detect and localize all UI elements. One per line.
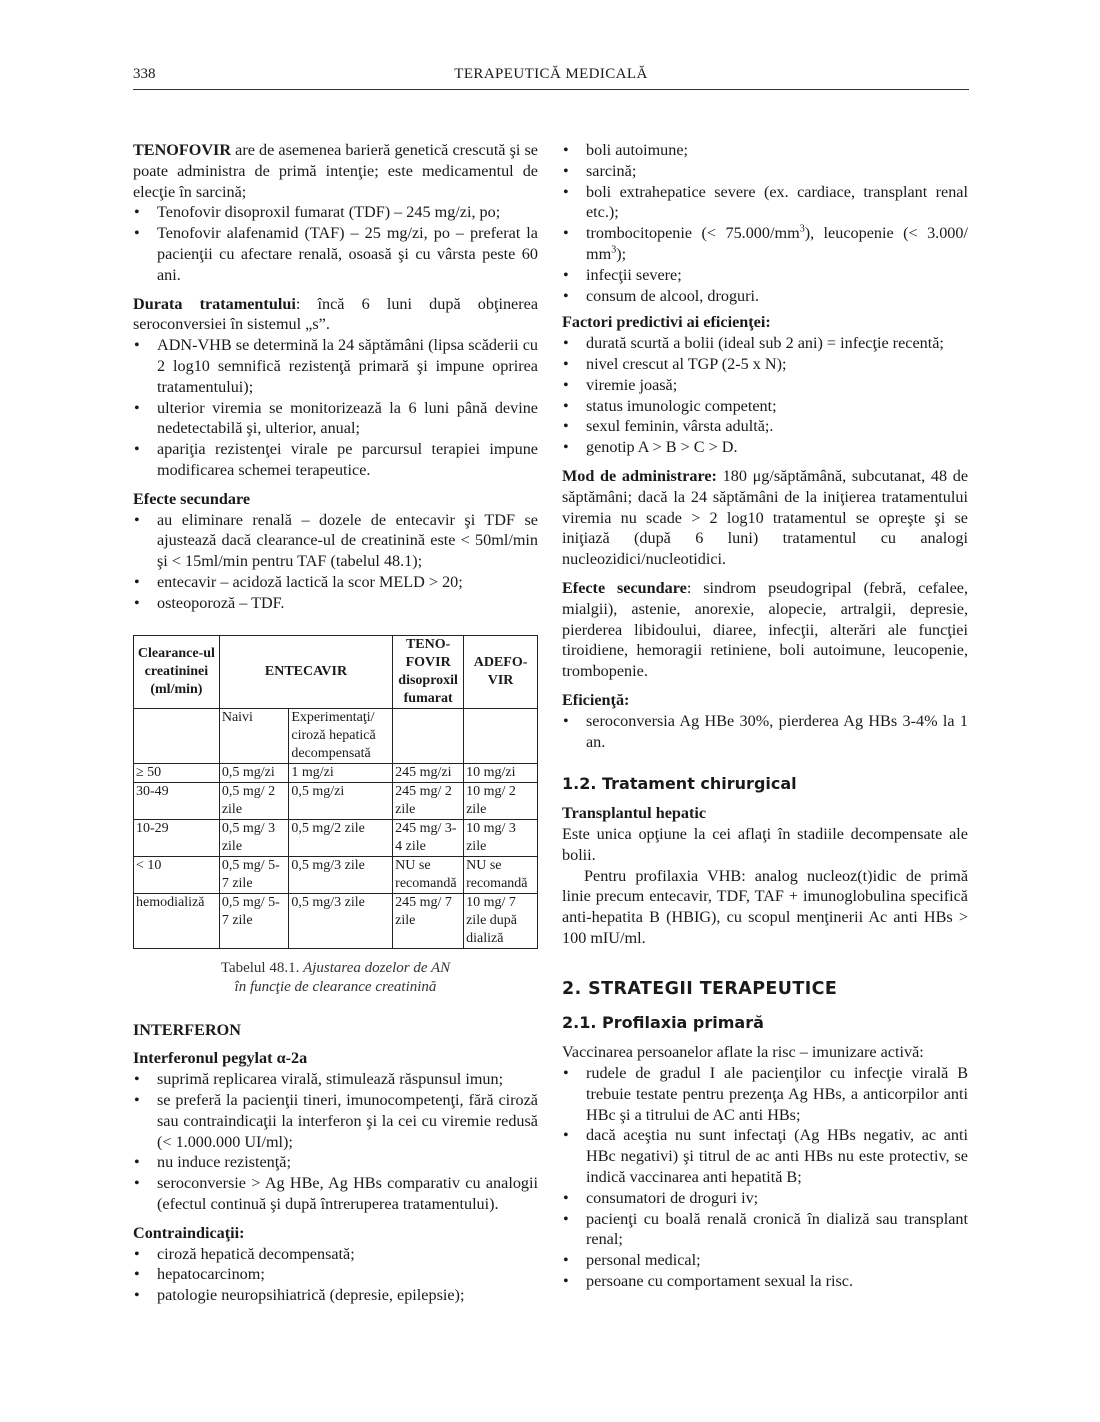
interferon-heading: INTERFERON (133, 1020, 241, 1039)
list-item: • boli autoimune; (563, 141, 689, 159)
subheader-naivi: Naivi (219, 708, 289, 763)
list-item-text: entecavir – acidoză lactică la scor MELD > 20; (157, 572, 463, 591)
caption-label: Tabelul 48.1. (220, 959, 304, 976)
table-row (134, 893, 538, 948)
list-item: • durată scurtă a bolii (ideal sub 2 ani) = infecţie recentă; (563, 334, 944, 353)
factori-heading: Factori predictivi ai eficienţei: (562, 313, 771, 332)
list-item-text: nu induce rezistenţă; (157, 1153, 291, 1172)
mod-term: Mod de administrare: (562, 466, 717, 485)
list-item: • seroconversia Ag HBe 30%, pierderea Ag HBs 3-4% la 1 an. (563, 711, 968, 751)
header-clearance: Clearance-ul creatininei (ml/min) (134, 635, 220, 708)
list-item-text: suprimă replicarea virală, stimulează răspunsul imun; (157, 1070, 504, 1089)
table-cell: 0,5 mg/2 zile (289, 819, 393, 856)
subheader-experimentati: Experimentaţi/ ciroză hepatică decompensată (289, 708, 393, 763)
table-cell: 245 mg/ 2 zile (393, 782, 464, 819)
list-item: • nivel crescut al TGP (2-5 x N); (563, 354, 787, 373)
table-cell: 0,5 mg/zi (289, 782, 393, 819)
list-item-text: nivel crescut al TGP (2-5 x N); (586, 354, 787, 373)
list-item: • ciroză hepatică decompensată; (134, 1244, 355, 1263)
header-tenofovir: TENO-FOVIR disoproxil fumarat (393, 635, 464, 708)
profilaxie-text: Pentru profilaxia VHB: analog nucleoz(t)idic de primă linie precum entecavir, TDF, TAF + imunoglobulina specifică anti-hepatita B (HBIG), cu scopul menţinerii Ac anti HBs > 100 mIU/ml. (562, 866, 968, 947)
transplant-text: Este unica opţiune la cei aflaţi în stadiile decompensate ale bolii. (562, 824, 968, 864)
list-item: • status imunologic competent; (563, 396, 777, 415)
list-item-text: sarcină; (586, 161, 637, 180)
superscript: 3 (799, 223, 805, 235)
list-item-text: durată scurtă a bolii (ideal sub 2 ani) = infecţie recentă; (586, 334, 944, 353)
table-cell: 0,5 mg/ 3 zile (219, 819, 289, 856)
tenofovir-text: are de asemenea barieră genetică crescută şi se poate administra de primă intenţie; este medicamentul de elecţie în sarcină; (133, 141, 538, 201)
list-item-text: infecţii severe; (586, 265, 682, 284)
list-item: • rudele de gradul I ale pacienţilor cu infecţie virală B trebuie testate pentru prezenţa Ag HBs, a anticorpilor anti HBc şi a titrului de AC anti HBs; (563, 1064, 968, 1124)
list-item: • infecţii severe; (563, 265, 682, 284)
list-item: • boli extrahepatice severe (ex. cardiace, transplant renal etc.); (563, 182, 968, 222)
list-item: • consumatori de droguri iv; (563, 1188, 759, 1207)
durata-list (133, 335, 538, 481)
list-item: • Tenofovir alafenamid (TAF) – 25 mg/zi, po – preferat la pacienţii cu afectare renală, osoasă şi cu vârsta peste 60 ani. (134, 224, 538, 284)
list-item: • nu induce rezistenţă; (134, 1153, 291, 1172)
list-item: • sarcină; (563, 161, 637, 180)
page-header (133, 64, 969, 90)
table-row (134, 763, 538, 782)
table-cell: 10 mg/zi (464, 763, 538, 782)
tenofovir-term: TENOFOVIR (133, 141, 232, 159)
table-cell: hemodializă (134, 893, 220, 948)
list-item: • se preferă la pacienţii tineri, imunocompetenţi, fără ciroză sau contraindicaţii la interferon şi la cei cu viremie redusă (< 1.000.000 UI/ml); (134, 1090, 538, 1151)
list-item: • persoane cu comportament sexual la risc. (563, 1272, 853, 1291)
caption-line-2: în funcţie de clearance creatinină (234, 979, 437, 996)
list-item-text: ulterior viremia se monitorizează la 6 luni până devine nedetectabilă şi, ulterior, anual; (157, 398, 538, 438)
table-cell: 0,5 mg/ 5-7 zile (219, 893, 289, 948)
list-item-text: viremie joasă; (586, 375, 678, 394)
caption-line-1: Ajustarea dozelor de AN (303, 959, 451, 976)
eficienta-list (562, 711, 968, 753)
list-item-text: seroconversie > Ag HBe, Ag HBs comparativ cu analogii (efectul continuă şi după întreruperea tratamentului). (157, 1174, 538, 1213)
list-item: • patologie neuropsihiatrică (depresie, epilepsie); (134, 1286, 465, 1305)
table-cell: 0,5 mg/3 zile (289, 893, 393, 948)
table-cell (134, 708, 220, 763)
durata-text: : încă 6 luni după obţinerea seroconversiei în sistemul „s”. (133, 294, 539, 334)
header-entecavir: ENTECAVIR (219, 635, 392, 708)
list-item: • Tenofovir disoproxil fumarat (TDF) – 245 mg/zi, po; (134, 203, 501, 222)
mod-administrare-paragraph (562, 466, 968, 570)
mod-text: 180 μg/săptămână, subcutanat, 48 de săptămâni; dacă la 24 săptămâni de la iniţierea tratamentului viremia nu scade > 2 log10 tratamentul se opreşte şi se iniţiază (după 6 luni) tratamentul cu analogi nucleozidici/nucleotidici. (562, 466, 969, 569)
list-item: • trombocitopenie (< $75.000/mm^3$), leucopenie (< 3.000/ $mm^3$); (563, 223, 968, 263)
dose-adjustment-table (133, 635, 538, 949)
table-cell (464, 708, 538, 763)
list-item-text: boli autoimune; (586, 141, 689, 159)
tenofovir-paragraph (133, 140, 538, 202)
efecte-text: : sindrom pseudogripal (febră, cefalee, mialgii), astenie, anorexie, alopecie, artralgii, depresie, pierderea libidoului, diaree, infecţii, alterări ale funcţiei tiroidiene, hemoragii retiniene, boli autoimune, leucopenie, trombopenie. (562, 578, 968, 681)
trombo-text-c: ); (616, 244, 627, 263)
list-item: • viremie joasă; (563, 375, 678, 394)
list-item-text: hepatocarcinom; (157, 1265, 265, 1284)
table-cell (393, 708, 464, 763)
section-heading-chirurgical: 1.2. Tratament chirurgical (562, 774, 797, 794)
tenofovir-list (133, 202, 538, 285)
durata-term: Durata tratamentului (133, 294, 296, 313)
list-item-text: dacă aceştia nu sunt infectaţi (Ag HBs negativ, ac anti HBc negativi) şi titrul de ac anti HBs nu este protectiv, se indică vaccinarea anti hepatită B; (586, 1126, 968, 1187)
list-item-text: apariţia rezistenţei virale pe parcursul terapiei impune modificarea schemei terapeutice. (157, 440, 538, 479)
table-cell: 0,5 mg/zi (219, 763, 289, 782)
list-item-text: pacienţi cu boală renală cronică în dializă sau transplant renal; (586, 1209, 968, 1249)
list-item-text: boli extrahepatice severe (ex. cardiace, transplant renal etc.); (586, 182, 968, 222)
vaccinare-list (562, 1063, 968, 1292)
list-item: • consum de alcool, droguri. (563, 286, 760, 305)
list-item-text: sexul feminin, vârsta adultă;. (586, 417, 774, 436)
list-item: • sexul feminin, vârsta adultă;. (563, 417, 774, 436)
list-item-text: ADN-VHB se determină la 24 săptămâni (lipsa scăderii cu 2 log10 semnifică rezistenţă primară şi impune oprirea tratamentului); (157, 336, 538, 396)
list-item-text: rudele de gradul I ale pacienţilor cu infecţie virală B trebuie testate pentru prezenţa Ag HBs, a anticorpilor anti HBc şi a titrului de AC anti HBs; (586, 1064, 968, 1124)
list-item: • hepatocarcinom; (134, 1265, 265, 1284)
list-item-text: persoane cu comportament sexual la risc. (586, 1272, 853, 1291)
trombo-text-a: trombocitopenie (< 75.000/mm (586, 224, 800, 243)
list-item: • entecavir – acidoză lactică la scor MELD > 20; (134, 572, 463, 591)
table-cell: 0,5 mg/ 5-7 zile (219, 856, 289, 893)
list-item-text: osteoporoză – TDF. (157, 593, 285, 612)
list-item-text: Tenofovir alafenamid (TAF) – 25 mg/zi, po – preferat la pacienţii cu afectare renală, osoasă şi cu vârsta peste 60 ani. (157, 224, 538, 284)
list-item: • au eliminare renală – dozele de entecavir şi TDF se ajustează dacă clearance-ul de creatinină este < 50ml/min şi < 15ml/min pentru TAF (tabelul 48.1); (134, 510, 538, 571)
trombo-text-b: ), leucopenie (< 3.000/ mm (586, 224, 968, 263)
table-cell: < 10 (134, 856, 220, 893)
section-heading-strategii: 2. STRATEGII TERAPEUTICE (562, 978, 838, 999)
section-heading-profilaxia: 2.1. Profilaxia primară (562, 1013, 764, 1033)
efecte-heading: Efecte secundare (133, 489, 251, 508)
list-item: • suprimă replicarea virală, stimulează răspunsul imun; (134, 1070, 504, 1089)
list-item-text: consumatori de droguri iv; (586, 1188, 759, 1207)
list-item-text: consum de alcool, droguri. (586, 286, 760, 305)
list-item-text: au eliminare renală – dozele de entecavir şi TDF se ajustează dacă clearance-ul de creatinină este < 50ml/min şi < 15ml/min pentru TAF (tabelul 48.1); (157, 510, 538, 571)
efecte-list (133, 510, 538, 614)
header-adefovir: ADEFO-VIR (464, 635, 538, 708)
list-item-text: genotip A > B > C > D. (586, 438, 738, 457)
list-item-text: patologie neuropsihiatrică (depresie, epilepsie); (157, 1286, 465, 1305)
table-cell: 1 mg/zi (289, 763, 393, 782)
list-item: • dacă aceştia nu sunt infectaţi (Ag HBs negativ, ac anti HBc negativi) şi titrul de ac anti HBs nu este protectiv, se indică vaccinarea anti hepatită B; (563, 1126, 968, 1187)
contra-heading: Contraindicaţii: (133, 1223, 245, 1242)
list-item-text: status imunologic competent; (586, 396, 777, 415)
list-item-text: se preferă la pacienţii tineri, imunocompetenţi, fără ciroză sau contraindicaţii la interferon şi la cei cu viremie redusă (< 1.000.000 UI/ml); (157, 1090, 538, 1151)
list-item: • apariţia rezistenţei virale pe parcursul terapiei impune modificarea schemei terapeutice. (134, 440, 538, 479)
contra-list (133, 1244, 538, 1306)
table-cell: 245 mg/ 7 zile (393, 893, 464, 948)
table-row (134, 856, 538, 893)
list-item: • genotip A > B > C > D. (563, 438, 738, 457)
left-column (133, 140, 538, 1306)
list-item-text: seroconversia Ag HBe 30%, pierderea Ag HBs 3-4% la 1 an. (586, 711, 968, 751)
table-cell: ≥ 50 (134, 763, 220, 782)
table-cell: 245 mg/ 3-4 zile (393, 819, 464, 856)
list-item: • ulterior viremia se monitorizează la 6 luni până devine nedetectabilă şi, ulterior, anual; (134, 398, 538, 438)
list-item: • ADN-VHB se determină la 24 săptămâni (lipsa scăderii cu 2 log10 semnifică rezistenţă primară şi impune oprirea tratamentului); (134, 336, 538, 396)
table-row (134, 819, 538, 856)
peg-heading: Interferonul pegylat α-2a (133, 1049, 308, 1068)
table-row (134, 782, 538, 819)
table-cell: 30-49 (134, 782, 220, 819)
table-cell: 10 mg/ 3 zile (464, 819, 538, 856)
table-cell: 0,5 mg/ 2 zile (219, 782, 289, 819)
list-item-text: ciroză hepatică decompensată; (157, 1244, 355, 1263)
vaccinare-text: Vaccinarea persoanelor aflate la risc – imunizare activă: (562, 1043, 924, 1062)
list-item-text: Tenofovir disoproxil fumarat (TDF) – 245 mg/zi, po; (157, 203, 501, 222)
peg-list (133, 1069, 538, 1215)
eficienta-heading: Eficienţă: (562, 690, 630, 709)
list-item: • personal medical; (563, 1251, 701, 1270)
table-cell: 10-29 (134, 819, 220, 856)
page-number: 338 (133, 66, 156, 82)
table-cell: 245 mg/zi (393, 763, 464, 782)
table-cell: 10 mg/ 7 zile după dializă (464, 893, 538, 948)
right-column (562, 140, 968, 1292)
contra-list-continued (562, 140, 968, 306)
table-cell: NU se recomandă (464, 856, 538, 893)
efecte-term: Efecte secundare (562, 578, 687, 597)
factori-list (562, 333, 968, 458)
table-cell: NU se recomandă (393, 856, 464, 893)
transplant-heading: Transplantul hepatic (562, 804, 707, 823)
table-caption (133, 959, 538, 998)
superscript: 3 (611, 244, 617, 256)
list-item: • seroconversie > Ag HBe, Ag HBs comparativ cu analogii (efectul continuă şi după întreruperea tratamentului). (134, 1174, 538, 1213)
list-item: • osteoporoză – TDF. (134, 593, 285, 612)
efecte-secundare-paragraph (562, 578, 968, 682)
durata-paragraph (133, 294, 538, 336)
list-item-text: personal medical; (586, 1251, 701, 1270)
table-cell: 0,5 mg/3 zile (289, 856, 393, 893)
table-cell: 10 mg/ 2 zile (464, 782, 538, 819)
list-item: • pacienţi cu boală renală cronică în dializă sau transplant renal; (563, 1209, 968, 1249)
running-title: TERAPEUTICĂ MEDICALĂ (454, 66, 648, 82)
